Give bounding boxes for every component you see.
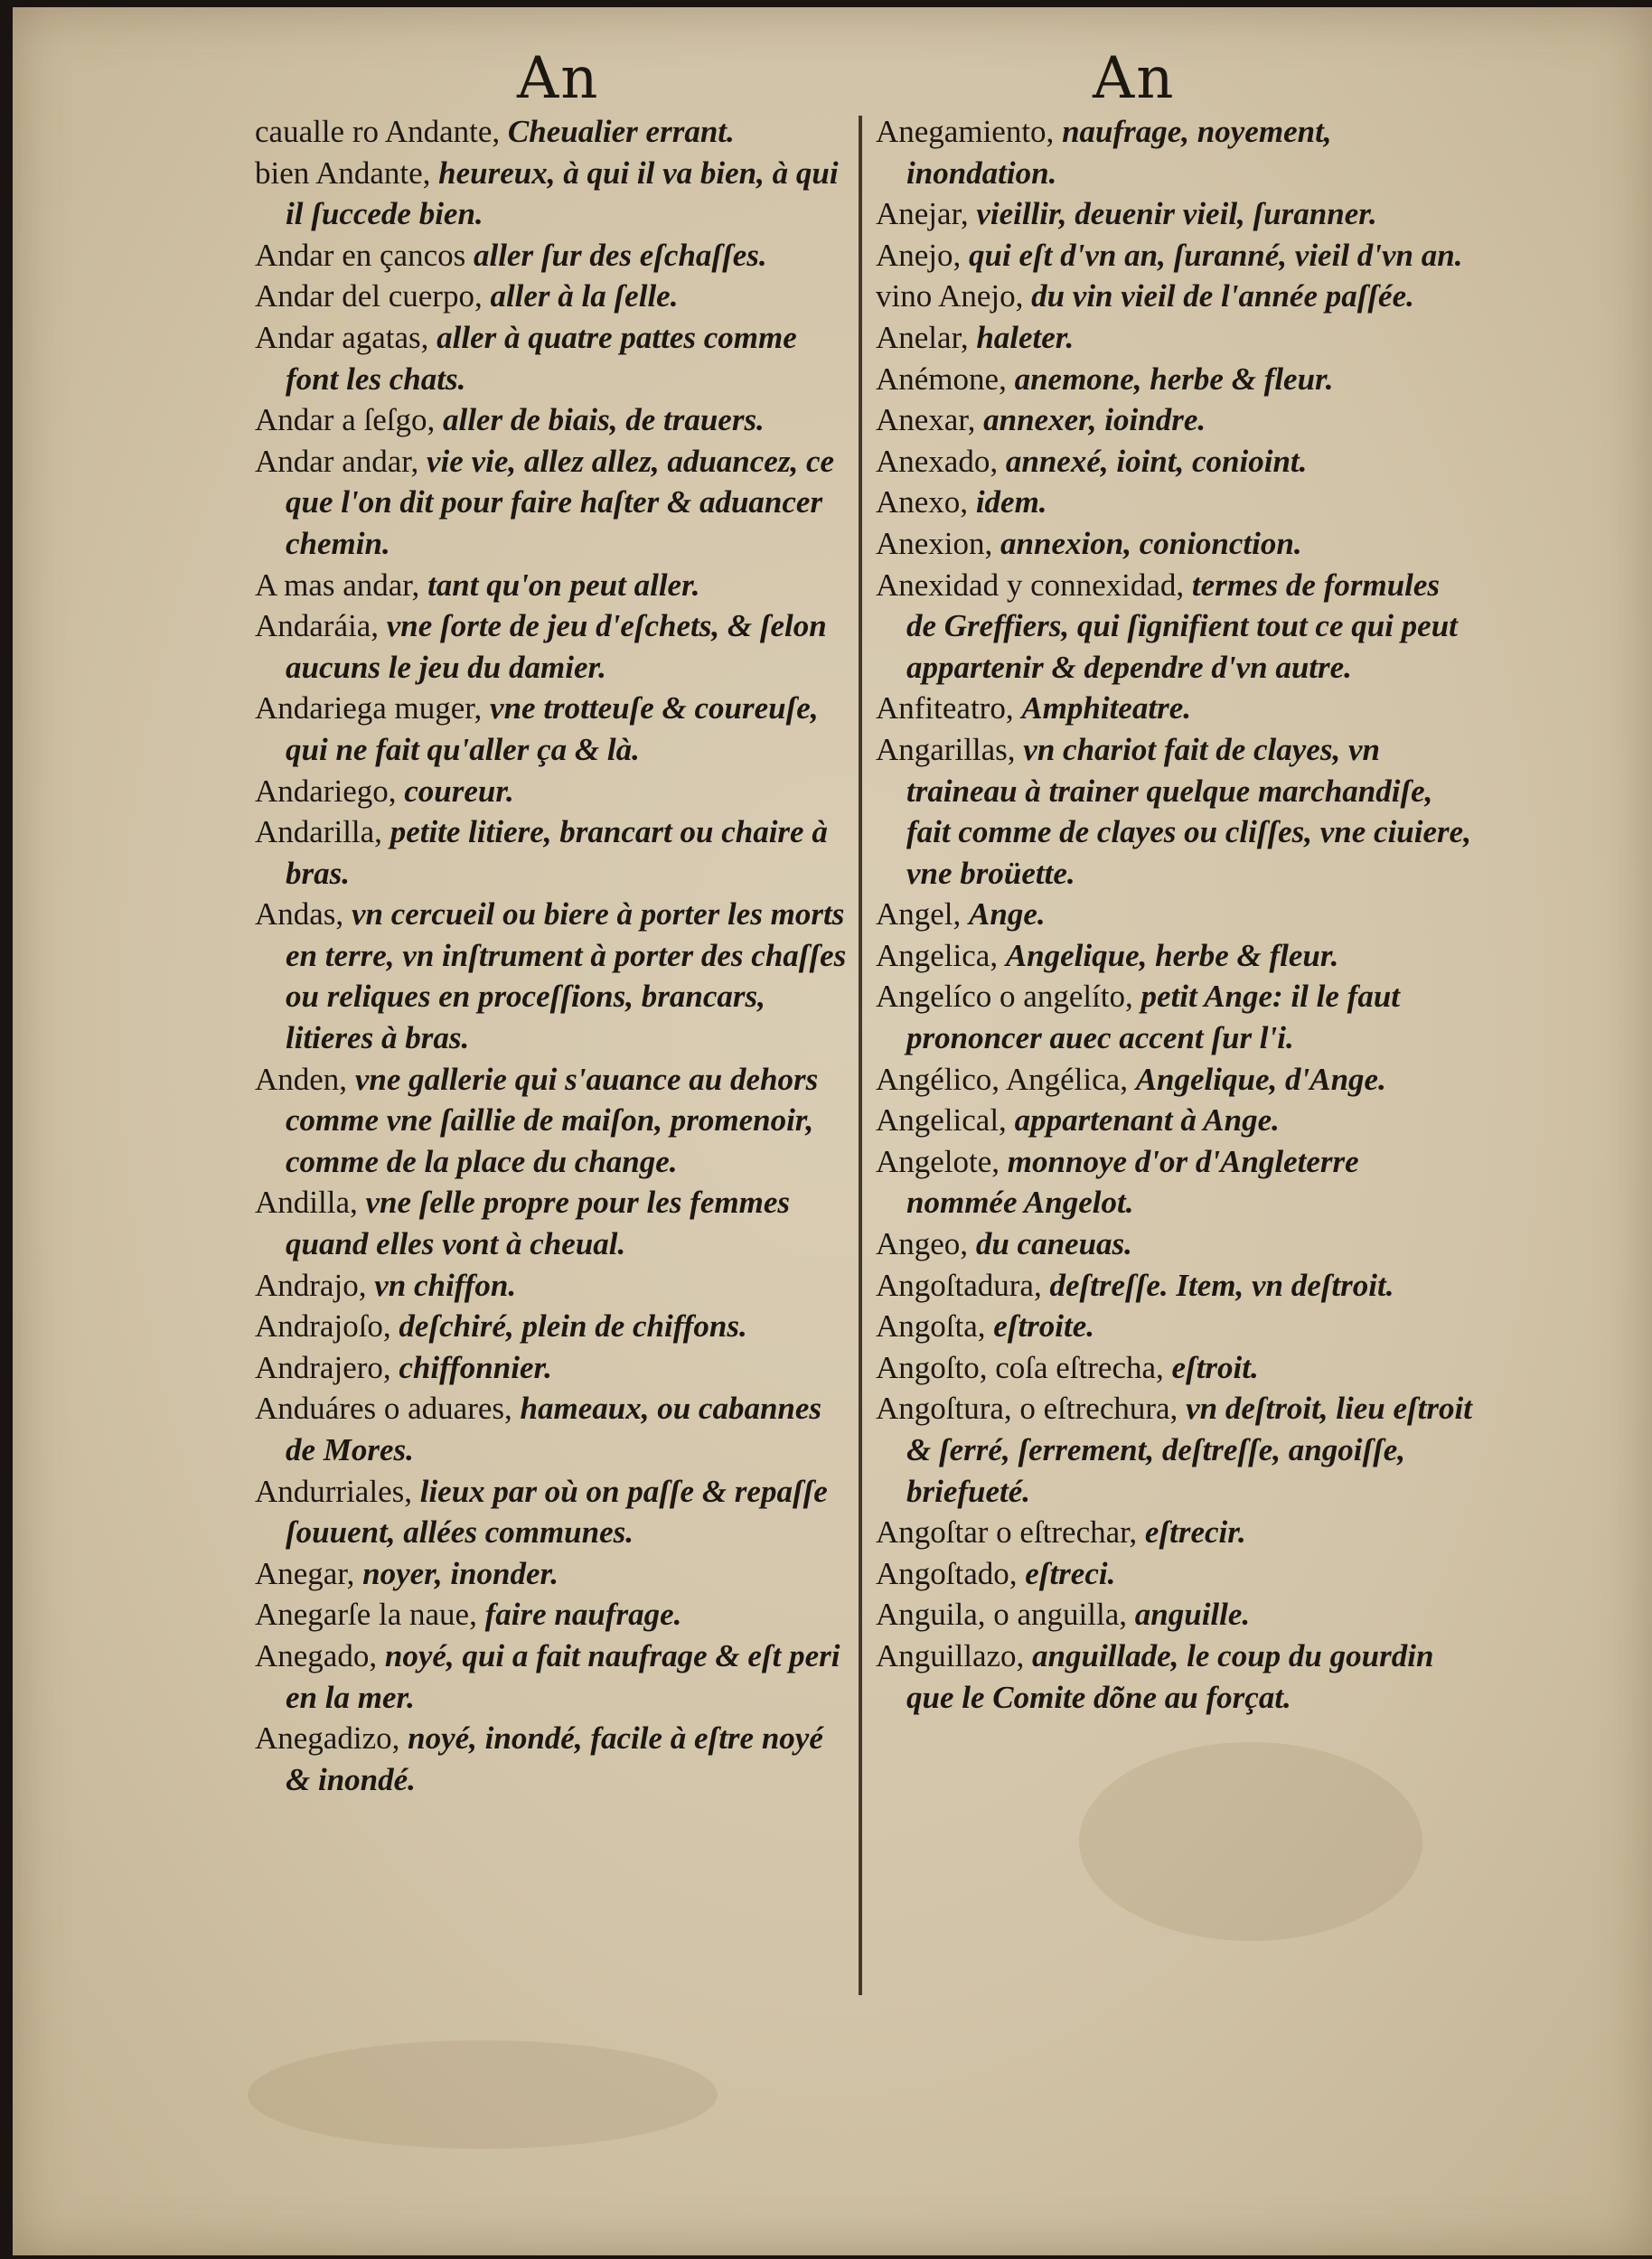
dictionary-entry — [255, 1553, 851, 1595]
dictionary-entry — [876, 482, 1474, 523]
entry-headword: Angelical, — [876, 1102, 1015, 1139]
entry-definition: vne gallerie qui s'auance au dehors comme vne ſaillie de maiſon, promenoir, comme de la place du change. — [286, 1061, 819, 1179]
entry-headword: Angoſtura, o eſtrechura, — [876, 1391, 1187, 1427]
entry-definition: anemone, herbe & fleur. — [1014, 361, 1334, 397]
dictionary-entry — [255, 1347, 851, 1389]
entry-definition: deſchiré, plein de chiffons. — [399, 1308, 747, 1345]
dictionary-entry — [876, 935, 1474, 977]
dictionary-entry — [255, 111, 851, 153]
dictionary-entry — [255, 811, 851, 894]
entry-headword: Andas, — [255, 896, 352, 933]
entry-definition: coureur. — [404, 773, 514, 809]
dictionary-entry — [876, 1100, 1474, 1141]
entry-headword: Angeo, — [876, 1226, 976, 1262]
dictionary-entry — [255, 317, 851, 399]
entry-definition: noyé, qui a fait naufrage & eſt peri en la mer. — [286, 1637, 840, 1715]
entry-headword: Anejar, — [876, 196, 977, 232]
entry-definition: du caneuas. — [975, 1226, 1132, 1262]
entry-headword: Anexar, — [876, 402, 984, 438]
entry-definition: petit Ange: il le faut prononcer auec accent ſur l'i. — [906, 979, 1401, 1056]
dictionary-entry — [876, 1141, 1474, 1223]
entry-headword: Andrajoſo, — [255, 1308, 399, 1345]
entry-headword: Anejo, — [876, 237, 970, 273]
dictionary-entry — [876, 1059, 1474, 1101]
entry-headword: Andrajero, — [255, 1349, 399, 1385]
entry-definition: aller de biais, de trauers. — [442, 402, 765, 438]
entry-definition: aller à quatre pattes comme font les chats. — [286, 319, 797, 397]
dictionary-entry — [255, 894, 851, 1058]
entry-definition: heureux, à qui il va bien, à qui il ſuccede bien. — [286, 155, 839, 232]
running-header-left: An — [517, 45, 600, 112]
dictionary-entry — [255, 441, 851, 565]
dictionary-entry — [255, 153, 851, 235]
entry-headword: Anden, — [255, 1061, 355, 1097]
entry-definition: vie vie, allez allez, aduancez, ce que l'on dit pour faire haſter & aduancer chemin. — [286, 443, 835, 561]
entry-headword: Angélico, Angélica, — [876, 1061, 1136, 1097]
entry-definition: termes de formules de Greffiers, qui ſignifient tout ce qui peut appartenir & dependre d'vn autre. — [906, 567, 1458, 685]
entry-definition: deſtreſſe. Item, vn deſtroit. — [1049, 1267, 1394, 1303]
entry-definition: vne ſelle propre pour les femmes quand elles vont à cheual. — [286, 1185, 790, 1262]
entry-definition: eſtroite. — [993, 1308, 1095, 1345]
left-column — [255, 111, 851, 1800]
dictionary-entry — [255, 1265, 851, 1307]
entry-definition: annexion, conionction. — [1000, 525, 1302, 561]
entry-definition: lieux par où on paſſe & repaſſe ſouuent, allées communes. — [286, 1473, 828, 1551]
paper-stain — [248, 2040, 718, 2149]
entry-headword: Anguila, o anguilla, — [876, 1597, 1135, 1633]
entry-headword: Andar andar, — [255, 443, 427, 479]
entry-definition: monnoye d'or d'Angleterre nommée Angelot. — [906, 1143, 1359, 1221]
entry-definition: anguille. — [1134, 1597, 1251, 1633]
dictionary-entry — [876, 1306, 1474, 1347]
entry-definition: hameaux, ou cabannes de Mores. — [286, 1391, 822, 1467]
entry-headword: Andaráia, — [255, 608, 387, 644]
entry-definition: anguillade, le coup du gourdin que le Comite dõne au forçat. — [906, 1637, 1434, 1715]
entry-definition: Ange. — [969, 896, 1046, 933]
entry-definition: vn chariot fait de clayes, vn traineau à trainer quelque marchandiſe, fait comme de clayes ou cliſſes, vne ciuiere, vne broüette. — [906, 731, 1471, 891]
entry-headword: Angelica, — [876, 937, 1006, 973]
dictionary-entry — [255, 1594, 851, 1636]
entry-definition: Angelique, d'Ange. — [1135, 1061, 1386, 1097]
entry-definition: faire naufrage. — [484, 1597, 682, 1633]
entry-headword: caualle ro Andante, — [255, 114, 508, 149]
paper-stain — [1079, 1742, 1422, 1941]
dictionary-entry — [876, 523, 1474, 565]
entry-headword: Angoſta, — [876, 1308, 994, 1345]
entry-definition: annexé, ioint, conioint. — [1005, 443, 1308, 479]
entry-definition: eſtreci. — [1025, 1555, 1116, 1591]
entry-headword: Andar del cuerpo, — [255, 278, 491, 314]
dictionary-entry — [255, 1718, 851, 1800]
dictionary-entry — [876, 1388, 1474, 1512]
dictionary-entry — [876, 1265, 1474, 1307]
entry-definition: annexer, ioindre. — [983, 402, 1206, 438]
entry-definition: vn deſtroit, lieu eſtroit & ſerré, ſerrement, deſtreſſe, angoiſſe, briefueté. — [906, 1391, 1472, 1509]
dictionary-entry — [876, 317, 1474, 359]
entry-definition: eſtrecir. — [1144, 1514, 1246, 1551]
entry-headword: Andarilla, — [255, 814, 390, 850]
dictionary-entry — [255, 605, 851, 688]
entry-headword: Andar agatas, — [255, 319, 437, 355]
dictionary-entry — [876, 1636, 1474, 1718]
dictionary-entry — [876, 1553, 1474, 1595]
dictionary-entry — [255, 688, 851, 770]
entry-headword: Anegado, — [255, 1637, 385, 1673]
entry-definition: noyer, inonder. — [362, 1555, 558, 1591]
entry-headword: Anexion, — [876, 525, 1001, 561]
entry-definition: haleter. — [976, 319, 1075, 355]
dictionary-entry — [255, 1471, 851, 1553]
entry-headword: Andurriales, — [255, 1473, 420, 1509]
dictionary-entry — [255, 1182, 851, 1264]
entry-headword: Anguillazo, — [876, 1637, 1033, 1673]
entry-definition: Angelique, herbe & fleur. — [1005, 937, 1339, 973]
dictionary-entry — [876, 688, 1474, 729]
entry-definition: vne trotteuſe & coureuſe, qui ne fait qu'aller ça & là. — [286, 690, 819, 767]
running-header-right: An — [1093, 45, 1176, 112]
dictionary-entry — [255, 1388, 851, 1470]
entry-headword: Angoſtadura, — [876, 1267, 1050, 1303]
entry-definition: vn cercueil ou biere à porter les morts en terre, vn inſtrument à porter des chaſſes ou reliques en proceſſions, brancars, litieres à bras. — [286, 896, 847, 1056]
entry-headword: Andariego, — [255, 773, 405, 809]
dictionary-entry — [876, 399, 1474, 441]
entry-headword: Angoſto, coſa eſtrecha, — [876, 1349, 1172, 1385]
entry-definition: idem. — [975, 484, 1047, 520]
entry-headword: Anexo, — [876, 484, 976, 520]
dictionary-entry — [255, 399, 851, 441]
entry-definition: noyé, inondé, facile à eſtre noyé & inondé. — [286, 1720, 823, 1797]
entry-headword: Anegarſe la naue, — [255, 1597, 485, 1633]
dictionary-entry — [876, 565, 1474, 689]
dictionary-entry — [876, 729, 1474, 894]
dictionary-entry — [876, 111, 1474, 193]
dictionary-entry — [876, 1347, 1474, 1389]
entry-headword: bien Andante, — [255, 155, 439, 191]
entry-headword: Andariega muger, — [255, 690, 491, 726]
entry-headword: Andilla, — [255, 1185, 366, 1221]
entry-headword: Andar a ſeſgo, — [255, 402, 443, 438]
entry-headword: Andar en çancos — [255, 237, 474, 273]
dictionary-entry — [255, 1306, 851, 1347]
entry-definition: vieillir, deuenir vieil, ſuranner. — [976, 196, 1377, 232]
entry-headword: Anelar, — [876, 319, 977, 355]
entry-definition: petite litiere, brancart ou chaire à bras. — [286, 814, 828, 891]
entry-definition: vn chiffon. — [374, 1267, 517, 1303]
entry-definition: Amphiteatre. — [1021, 690, 1191, 726]
entry-headword: Anegadizo, — [255, 1720, 408, 1757]
dictionary-entry — [876, 441, 1474, 483]
entry-definition: du vin vieil de l'année paſſée. — [1031, 278, 1414, 314]
entry-headword: Anexado, — [876, 443, 1006, 479]
entry-headword: Angelote, — [876, 1143, 1008, 1179]
dictionary-entry — [876, 193, 1474, 235]
dictionary-entry — [255, 276, 851, 317]
entry-headword: Angel, — [876, 896, 970, 933]
entry-definition: aller ſur des eſchaſſes. — [473, 237, 767, 273]
entry-headword: A mas andar, — [255, 567, 428, 603]
entry-definition: tant qu'on peut aller. — [427, 567, 700, 603]
dictionary-entry — [876, 235, 1474, 277]
dictionary-entry — [876, 1512, 1474, 1553]
entry-headword: Anexidad y connexidad, — [876, 567, 1192, 603]
entry-headword: Anegamiento, — [876, 114, 1063, 149]
entry-definition: vne ſorte de jeu d'eſchets, & ſelon aucuns le jeu du damier. — [286, 608, 827, 685]
entry-definition: chiffonnier. — [399, 1349, 552, 1385]
dictionary-entry — [876, 359, 1474, 400]
dictionary-entry — [876, 894, 1474, 935]
entry-definition: aller à la ſelle. — [490, 278, 679, 314]
entry-headword: Angelíco o angelíto, — [876, 979, 1141, 1015]
dictionary-entry — [255, 235, 851, 277]
entry-headword: Angarillas, — [876, 731, 1024, 767]
entry-definition: qui eſt d'vn an, ſuranné, vieil d'vn an. — [969, 237, 1463, 273]
right-column — [876, 111, 1474, 1718]
dictionary-entry — [876, 1594, 1474, 1636]
dictionary-entry — [255, 1059, 851, 1183]
entry-definition: naufrage, noyement, inondation. — [906, 114, 1332, 191]
dictionary-entry — [876, 276, 1474, 317]
entry-headword: Angoſtar o eſtrechar, — [876, 1514, 1145, 1551]
entry-headword: Anegar, — [255, 1555, 363, 1591]
dictionary-entry — [255, 565, 851, 606]
dictionary-entry — [876, 1223, 1474, 1265]
dictionary-page — [13, 7, 1652, 2255]
entry-headword: Anduáres o aduares, — [255, 1391, 521, 1427]
entry-headword: Andrajo, — [255, 1267, 375, 1303]
entry-definition: Cheualier errant. — [507, 114, 735, 149]
entry-headword: Anfiteatro, — [876, 690, 1022, 726]
dictionary-entry — [255, 1636, 851, 1718]
column-divider — [859, 116, 862, 1995]
entry-definition: eſtroit. — [1171, 1349, 1259, 1385]
dictionary-entry — [876, 976, 1474, 1058]
dictionary-entry — [255, 771, 851, 812]
entry-headword: Anémone, — [876, 361, 1015, 397]
entry-definition: appartenant à Ange. — [1014, 1102, 1280, 1139]
entry-headword: Angoſtado, — [876, 1555, 1026, 1591]
entry-headword: vino Anejo, — [876, 278, 1032, 314]
